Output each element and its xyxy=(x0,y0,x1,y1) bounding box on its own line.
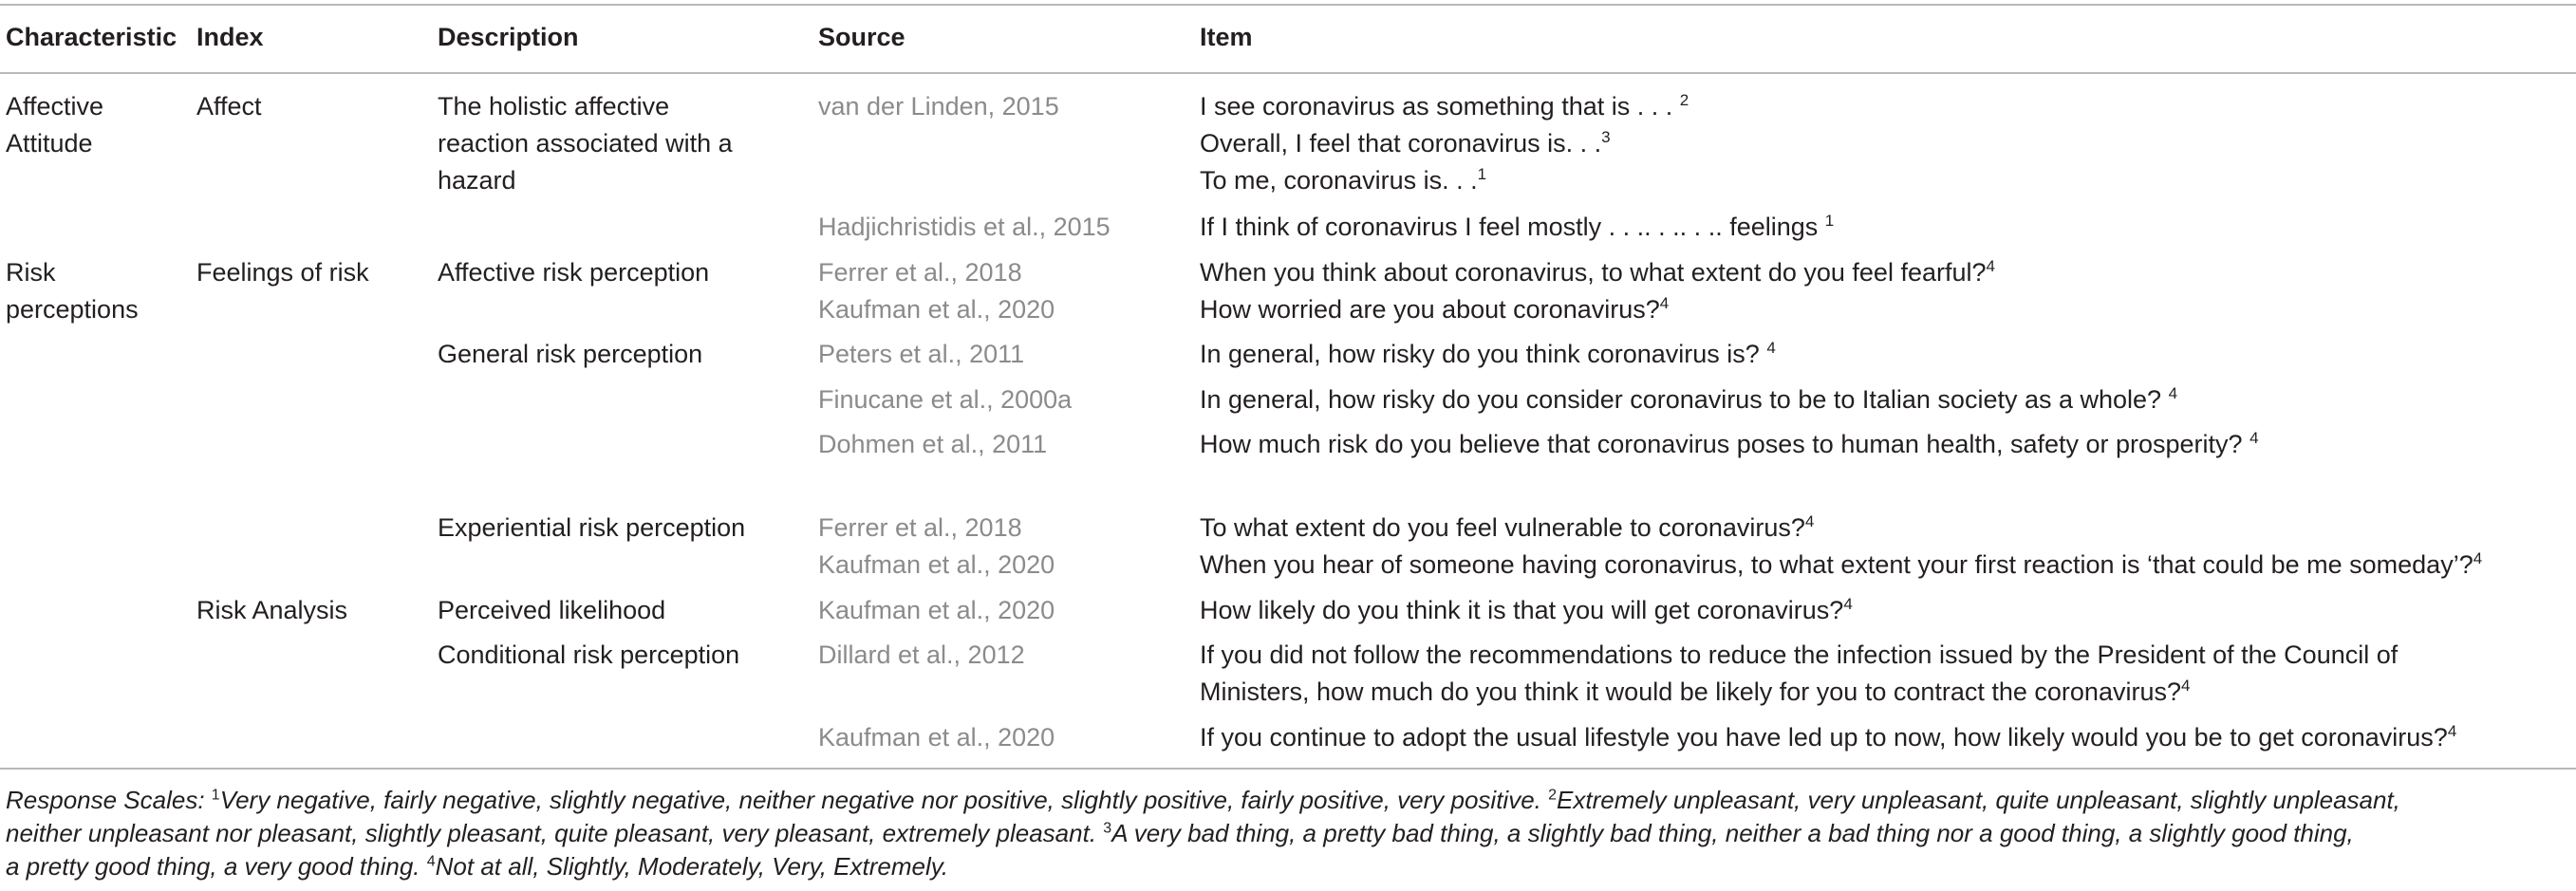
item-superscript: 4 xyxy=(2447,722,2457,740)
description-cell: hazard xyxy=(438,166,516,195)
item-superscript: 4 xyxy=(1843,595,1853,613)
item-superscript: 3 xyxy=(1601,128,1611,146)
item-superscript: 4 xyxy=(2249,429,2259,447)
source-cell: Dohmen et al., 2011 xyxy=(818,430,1048,458)
item-cell xyxy=(1200,88,1689,124)
item-superscript: 4 xyxy=(2168,384,2178,402)
source-cell: van der Linden, 2015 xyxy=(818,92,1059,121)
item-superscript: 2 xyxy=(1679,91,1689,109)
item-text: Ministers, how much do you think it would be likely for you to contract the coronavirus? xyxy=(1200,678,2181,706)
footnote-text: a pretty good thing, a very good thing. xyxy=(6,852,420,881)
item-cell xyxy=(1200,254,1995,290)
item-text: Overall, I feel that coronavirus is. . . xyxy=(1200,129,1602,158)
source-cell: Kaufman et al., 2020 xyxy=(818,723,1055,752)
index-cell: Feelings of risk xyxy=(196,258,369,287)
footnote-superscript: 3 xyxy=(1103,820,1112,837)
source-cell: Ferrer et al., 2018 xyxy=(818,258,1022,287)
item-text: To me, coronavirus is. . . xyxy=(1200,166,1478,195)
item-superscript: 4 xyxy=(2473,549,2483,567)
description-cell: Affective risk perception xyxy=(438,258,710,287)
source-cell: Kaufman et al., 2020 xyxy=(818,596,1055,624)
header-description: Description xyxy=(438,23,579,51)
footnote-superscript: 2 xyxy=(1548,787,1558,804)
item-text: When you think about coronavirus, to what extent do you feel fearful? xyxy=(1200,258,1987,287)
index-cell: Risk Analysis xyxy=(196,596,348,624)
source-cell: Kaufman et al., 2020 xyxy=(818,550,1055,579)
bottom-rule xyxy=(0,768,2576,770)
header-source: Source xyxy=(818,23,905,51)
header-index: Index xyxy=(196,23,264,51)
item-cell xyxy=(1200,592,1853,628)
source-cell: Hadjichristidis et al., 2015 xyxy=(818,213,1111,241)
footnote-text: neither unpleasant nor pleasant, slightly pleasant, quite pleasant, very pleasant, extremely pleasant. xyxy=(6,819,1097,847)
footnote-line xyxy=(6,784,2568,817)
item-text: If I think of coronavirus I feel mostly . . .. . .. . .. feelings xyxy=(1200,213,1819,241)
item-cell xyxy=(1200,162,1486,198)
item-cell xyxy=(1200,719,2456,755)
item-text: When you hear of someone having coronavirus, to what extent your first reaction is ‘that could be me someday’? xyxy=(1200,550,2473,579)
item-cell xyxy=(1200,336,1776,372)
item-cell xyxy=(1200,125,1611,161)
characteristic-cell: Risk xyxy=(6,258,56,287)
footnote-superscript: 1 xyxy=(211,787,220,804)
item-text: In general, how risky do you consider coronavirus to be to Italian society as a whole? xyxy=(1200,385,2162,414)
item-cell xyxy=(1200,381,2177,418)
description-cell: The holistic affective xyxy=(438,92,670,121)
footnote-line xyxy=(6,817,2568,850)
item-text: How likely do you think it is that you will get coronavirus? xyxy=(1200,596,1844,624)
item-text: I see coronavirus as something that is . . . xyxy=(1200,92,1673,121)
footnote-text: Very negative, fairly negative, slightly negative, neither negative nor positive, slightly positive, fairly positive, very positive. xyxy=(219,786,1541,814)
source-cell: Ferrer et al., 2018 xyxy=(818,513,1022,542)
item-cell xyxy=(1200,637,2398,673)
item-cell xyxy=(1200,674,2190,710)
source-cell: Finucane et al., 2000a xyxy=(818,385,1073,414)
footnote-text: Not at all, Slightly, Moderately, Very, Extremely. xyxy=(435,852,949,881)
description-cell: Experiential risk perception xyxy=(438,513,746,542)
item-text: How worried are you about coronavirus? xyxy=(1200,295,1660,324)
footnote-text: Extremely unpleasant, very unpleasant, quite unpleasant, slightly unpleasant, xyxy=(1557,786,2400,814)
item-cell xyxy=(1200,209,1834,245)
item-superscript: 1 xyxy=(1824,212,1835,230)
description-cell: General risk perception xyxy=(438,340,703,368)
item-cell xyxy=(1200,510,1814,546)
item-cell xyxy=(1200,426,2259,462)
header-item: Item xyxy=(1200,23,1253,51)
item-text: How much risk do you believe that coronavirus poses to human health, safety or prosperity? xyxy=(1200,430,2243,458)
item-text: If you continue to adopt the usual lifestyle you have led up to now, how likely would you be to get coronavirus? xyxy=(1200,723,2448,752)
item-cell xyxy=(1200,291,1669,327)
footnote xyxy=(6,784,2568,883)
item-superscript: 1 xyxy=(1477,165,1487,183)
characteristic-cell: Affective xyxy=(6,92,104,121)
description-cell: Conditional risk perception xyxy=(438,640,740,669)
header-characteristic: Characteristic xyxy=(6,23,177,51)
item-text: To what extent do you feel vulnerable to coronavirus? xyxy=(1200,513,1805,542)
source-cell: Peters et al., 2011 xyxy=(818,340,1025,368)
item-superscript: 4 xyxy=(1659,294,1670,312)
footnote-line xyxy=(6,850,2568,883)
top-rule xyxy=(0,4,2576,6)
index-cell: Affect xyxy=(196,92,262,121)
description-cell: Perceived likelihood xyxy=(438,596,666,624)
footnote-label: Response Scales: xyxy=(6,786,205,814)
header-rule xyxy=(0,72,2576,74)
item-superscript: 4 xyxy=(1986,257,1995,275)
item-superscript: 4 xyxy=(1766,339,1776,357)
item-text: In general, how risky do you think coronavirus is? xyxy=(1200,340,1760,368)
item-superscript: 4 xyxy=(2181,677,2191,695)
characteristic-cell: Attitude xyxy=(6,129,93,158)
description-cell: reaction associated with a xyxy=(438,129,733,158)
footnote-superscript: 4 xyxy=(426,853,436,870)
characteristic-cell: perceptions xyxy=(6,295,139,324)
source-cell: Kaufman et al., 2020 xyxy=(818,295,1055,324)
item-text: If you did not follow the recommendations to reduce the infection issued by the President of the Council of xyxy=(1200,640,2399,669)
item-superscript: 4 xyxy=(1804,512,1815,530)
footnote-text: A very bad thing, a pretty bad thing, a slightly bad thing, neither a bad thing nor a good thing, a slightly good thing, xyxy=(1111,819,2354,847)
item-cell xyxy=(1200,547,2482,583)
source-cell: Dillard et al., 2012 xyxy=(818,640,1025,669)
